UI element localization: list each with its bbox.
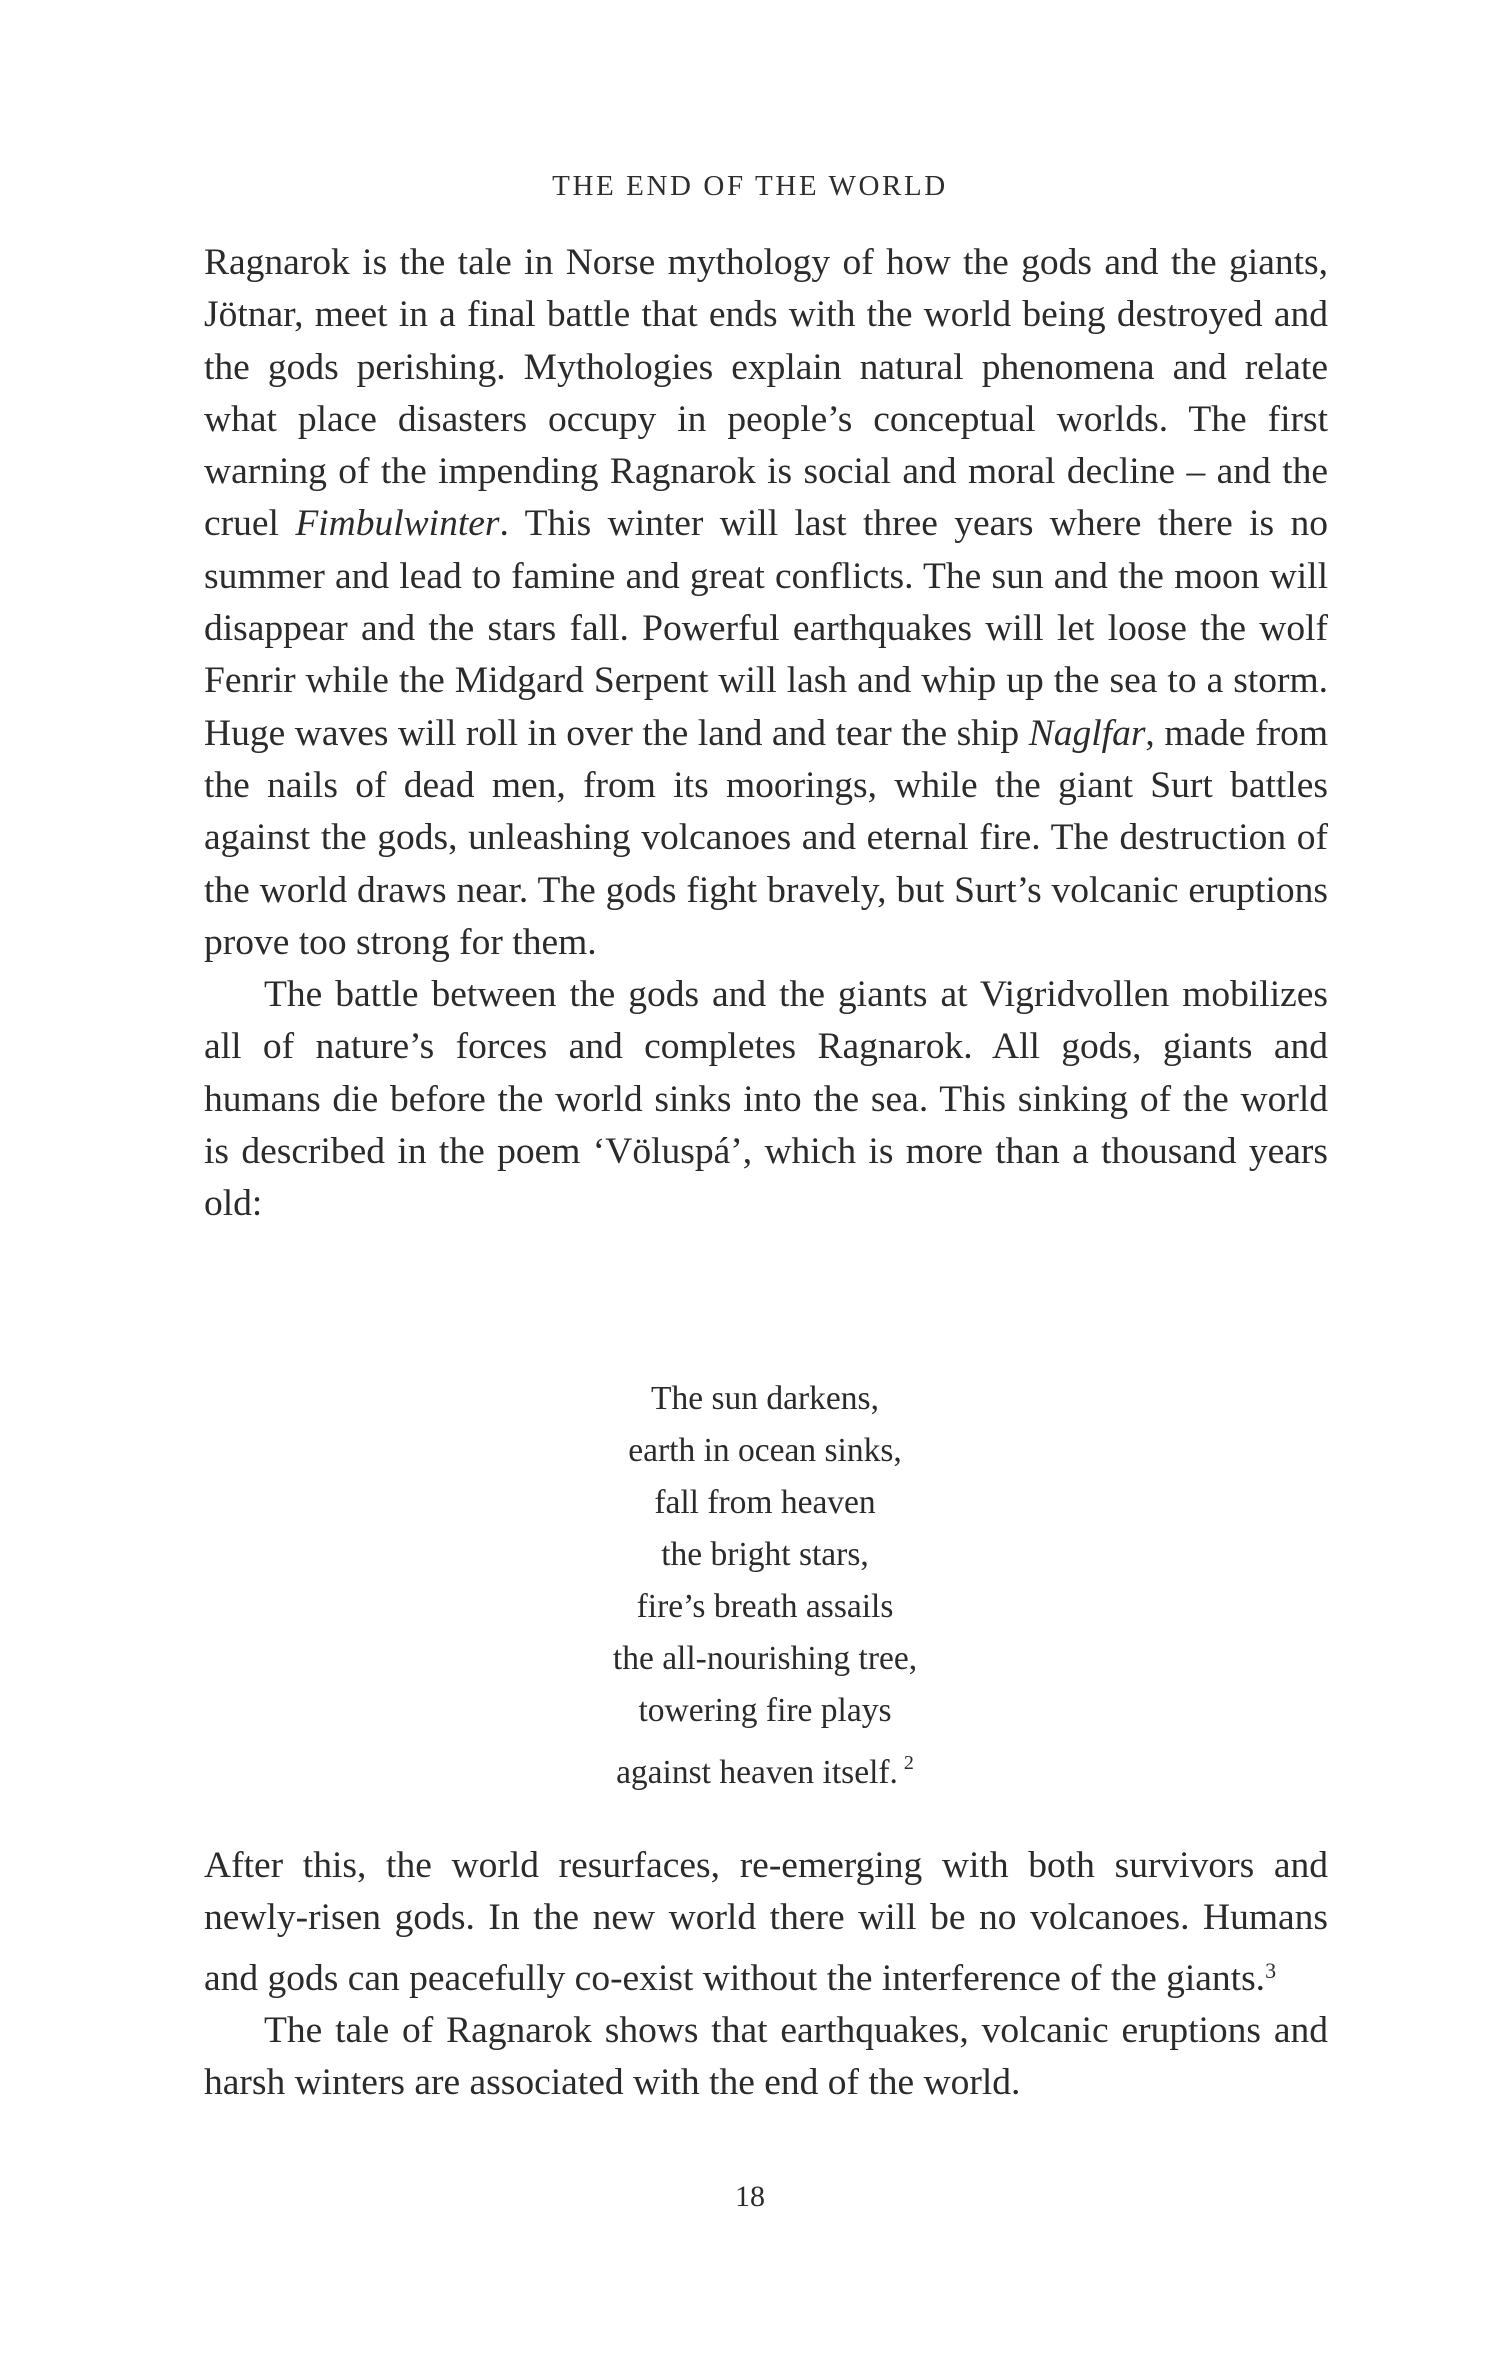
- page-number: 18: [735, 2180, 765, 2213]
- poem-line: towering fire plays: [638, 1692, 892, 1729]
- poem-voluspa: [0, 1373, 1500, 1799]
- text-block-bottom: [204, 1840, 1328, 2109]
- poem-line-text: against heaven itself.: [616, 1754, 898, 1791]
- poem-line: fire’s breath assails: [636, 1588, 894, 1625]
- paragraph-battle-vigridvollen: [204, 969, 1328, 1230]
- poem-line-last: [0, 1737, 1500, 1799]
- running-head: THE END OF THE WORLD: [552, 170, 948, 202]
- text-segment: Ragnarok is the tale in Norse mythology of how the gods and the giants, Jötnar, meet in a final battle that ends with the world being destroyed and the gods perishing. Mythologies explain natural phenomena and relate what place disasters occupy in people’s conceptual worlds. The first warning of the impending Ragnarok is social and moral decline – and the cruel: [204, 242, 1328, 545]
- poem-line: the bright stars,: [661, 1536, 869, 1573]
- text-segment: The battle between the gods and the giants at Vigridvollen mobilizes all of nature’s forces and completes Ragnarok. All gods, giants and humans die before the world sinks into the sea. This sinking of the world is described in the poem ‘Völuspá’, which is more than a thousand years old:: [204, 974, 1328, 1225]
- text-segment: The tale of Ragnarok shows that earthquakes, volcanic eruptions and harsh winters are associated with the end of the world.: [204, 2009, 1328, 2104]
- poem-line: earth in ocean sinks,: [628, 1432, 902, 1469]
- poem-line: fall from heaven: [654, 1484, 876, 1521]
- text-segment: . This winter will last three years where there is no summer and lead to famine and great conflicts. The sun and the moon will disappear and the stars fall. Powerful earthquakes will let loose the wolf Fenrir while the Midgard Serpent will lash and whip up the sea to a storm. Huge waves will roll in over the land and tear the ship: [204, 503, 1328, 754]
- italic-term-fimbulwinter: Fimbulwinter: [295, 503, 500, 545]
- paragraph-ragnarok-intro: [204, 237, 1328, 969]
- paragraph-world-resurfaces: [204, 1840, 1328, 2005]
- text-block-top: [204, 237, 1328, 1231]
- paragraph-ragnarok-conclusion: [204, 2005, 1328, 2110]
- poem-line: The sun darkens,: [651, 1380, 879, 1417]
- text-segment: After this, the world resurfaces, re-emerging with both survivors and newly-risen gods. In the new world there will be no volcanoes. Humans and gods can peacefully co-exist without the interference of the giants.: [204, 1845, 1328, 1999]
- text-segment: , made from the nails of dead men, from its moorings, while the giant Surt battles against the gods, unleashing volcanoes and eternal fire. The destruction of the world draws near. The gods fight bravely, but Surt’s volcanic eruptions prove too strong for them.: [204, 712, 1328, 963]
- poem-line: the all-nourishing tree,: [612, 1640, 918, 1677]
- footnote-ref-3: 3: [1265, 1957, 1277, 1983]
- footnote-ref-2: 2: [903, 1752, 914, 1774]
- italic-term-naglfar: Naglfar: [1028, 712, 1146, 754]
